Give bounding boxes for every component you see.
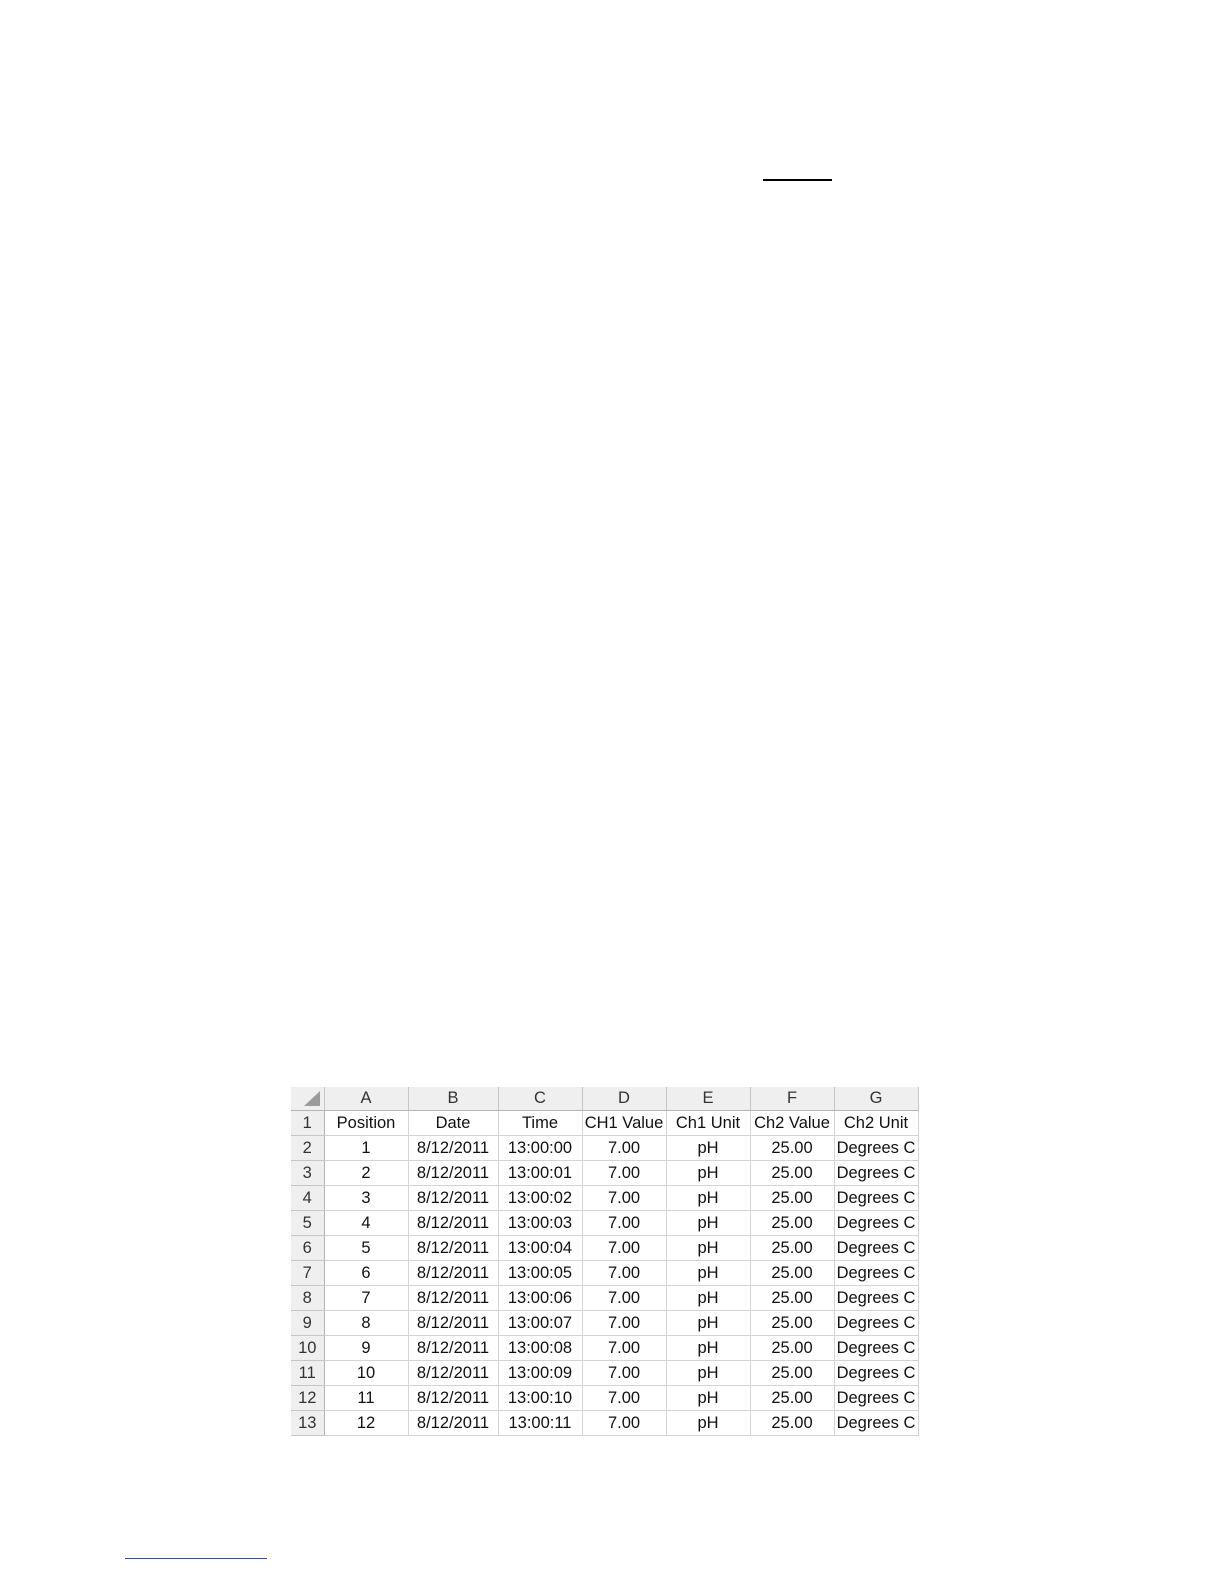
- row-number[interactable]: 13: [291, 1411, 324, 1436]
- cell-f2[interactable]: 25.00: [750, 1136, 834, 1161]
- cell-f10[interactable]: 25.00: [750, 1336, 834, 1361]
- cell-d10[interactable]: 7.00: [582, 1336, 666, 1361]
- cell-a3[interactable]: 2: [324, 1161, 408, 1186]
- row-number[interactable]: 3: [291, 1161, 324, 1186]
- spreadsheet-screenshot: [291, 1087, 919, 1436]
- cell-b6[interactable]: 8/12/2011: [408, 1236, 498, 1261]
- cell-b11[interactable]: 8/12/2011: [408, 1361, 498, 1386]
- cell-e6[interactable]: pH: [666, 1236, 750, 1261]
- cell-c10[interactable]: 13:00:08: [498, 1336, 582, 1361]
- table-row: [291, 1386, 918, 1411]
- row-number[interactable]: 12: [291, 1386, 324, 1411]
- table-row: [291, 1211, 918, 1236]
- column-header-g[interactable]: G: [834, 1087, 918, 1111]
- cell-a6[interactable]: 5: [324, 1236, 408, 1261]
- cell-d2[interactable]: 7.00: [582, 1136, 666, 1161]
- table-row: [291, 1336, 918, 1361]
- spreadsheet-grid: [291, 1087, 919, 1436]
- cell-e2[interactable]: pH: [666, 1136, 750, 1161]
- cell-f9[interactable]: 25.00: [750, 1311, 834, 1336]
- table-row: [291, 1286, 918, 1311]
- cell-e10[interactable]: pH: [666, 1336, 750, 1361]
- cell-a13[interactable]: 12: [324, 1411, 408, 1436]
- cell-f1[interactable]: Ch2 Value: [750, 1111, 834, 1136]
- cell-b12[interactable]: 8/12/2011: [408, 1386, 498, 1411]
- cell-b7[interactable]: 8/12/2011: [408, 1261, 498, 1286]
- cell-a8[interactable]: 7: [324, 1286, 408, 1311]
- cell-f8[interactable]: 25.00: [750, 1286, 834, 1311]
- header-data-row: [291, 1111, 918, 1136]
- cell-g11[interactable]: Degrees C: [834, 1361, 918, 1386]
- cell-e13[interactable]: pH: [666, 1411, 750, 1436]
- cell-b10[interactable]: 8/12/2011: [408, 1336, 498, 1361]
- row-number[interactable]: 7: [291, 1261, 324, 1286]
- cell-g2[interactable]: Degrees C: [834, 1136, 918, 1161]
- cell-g4[interactable]: Degrees C: [834, 1186, 918, 1211]
- row-number[interactable]: 1: [291, 1111, 324, 1136]
- cell-c4[interactable]: 13:00:02: [498, 1186, 582, 1211]
- cell-f13[interactable]: 25.00: [750, 1411, 834, 1436]
- cell-c2[interactable]: 13:00:00: [498, 1136, 582, 1161]
- row-number[interactable]: 5: [291, 1211, 324, 1236]
- cell-e3[interactable]: pH: [666, 1161, 750, 1186]
- cell-a5[interactable]: 4: [324, 1211, 408, 1236]
- footnote-separator: [125, 1558, 267, 1559]
- cell-a12[interactable]: 11: [324, 1386, 408, 1411]
- cell-e9[interactable]: pH: [666, 1311, 750, 1336]
- cell-g5[interactable]: Degrees C: [834, 1211, 918, 1236]
- cell-a1[interactable]: Position: [324, 1111, 408, 1136]
- select-all-triangle-icon: [304, 1091, 320, 1106]
- cell-d7[interactable]: 7.00: [582, 1261, 666, 1286]
- cell-c11[interactable]: 13:00:09: [498, 1361, 582, 1386]
- row-number[interactable]: 10: [291, 1336, 324, 1361]
- cell-c7[interactable]: 13:00:05: [498, 1261, 582, 1286]
- cell-b1[interactable]: Date: [408, 1111, 498, 1136]
- table-row: [291, 1261, 918, 1286]
- cell-c12[interactable]: 13:00:10: [498, 1386, 582, 1411]
- column-header-b[interactable]: B: [408, 1087, 498, 1111]
- cell-f7[interactable]: 25.00: [750, 1261, 834, 1286]
- cell-e12[interactable]: pH: [666, 1386, 750, 1411]
- cell-b4[interactable]: 8/12/2011: [408, 1186, 498, 1211]
- cell-b9[interactable]: 8/12/2011: [408, 1311, 498, 1336]
- cell-g8[interactable]: Degrees C: [834, 1286, 918, 1311]
- cell-b5[interactable]: 8/12/2011: [408, 1211, 498, 1236]
- cell-a2[interactable]: 1: [324, 1136, 408, 1161]
- cell-b2[interactable]: 8/12/2011: [408, 1136, 498, 1161]
- cell-g7[interactable]: Degrees C: [834, 1261, 918, 1286]
- cell-d12[interactable]: 7.00: [582, 1386, 666, 1411]
- table-row: [291, 1186, 918, 1211]
- column-header-f[interactable]: F: [750, 1087, 834, 1111]
- cell-a7[interactable]: 6: [324, 1261, 408, 1286]
- cell-g3[interactable]: Degrees C: [834, 1161, 918, 1186]
- cell-c5[interactable]: 13:00:03: [498, 1211, 582, 1236]
- cell-e11[interactable]: pH: [666, 1361, 750, 1386]
- cell-g9[interactable]: Degrees C: [834, 1311, 918, 1336]
- column-header-e[interactable]: E: [666, 1087, 750, 1111]
- cell-g1[interactable]: Ch2 Unit: [834, 1111, 918, 1136]
- cell-d8[interactable]: 7.00: [582, 1286, 666, 1311]
- cell-c8[interactable]: 13:00:06: [498, 1286, 582, 1311]
- table-row: [291, 1411, 918, 1436]
- cell-f6[interactable]: 25.00: [750, 1236, 834, 1261]
- cell-e4[interactable]: pH: [666, 1186, 750, 1211]
- cell-g12[interactable]: Degrees C: [834, 1386, 918, 1411]
- cell-g13[interactable]: Degrees C: [834, 1411, 918, 1436]
- cell-f3[interactable]: 25.00: [750, 1161, 834, 1186]
- cell-d5[interactable]: 7.00: [582, 1211, 666, 1236]
- cell-a11[interactable]: 10: [324, 1361, 408, 1386]
- row-number[interactable]: 6: [291, 1236, 324, 1261]
- column-header-d[interactable]: D: [582, 1087, 666, 1111]
- cell-f11[interactable]: 25.00: [750, 1361, 834, 1386]
- cell-e8[interactable]: pH: [666, 1286, 750, 1311]
- table-row: [291, 1136, 918, 1161]
- cell-d6[interactable]: 7.00: [582, 1236, 666, 1261]
- column-header-a[interactable]: A: [324, 1087, 408, 1111]
- row-number[interactable]: 8: [291, 1286, 324, 1311]
- table-row: [291, 1311, 918, 1336]
- cell-f12[interactable]: 25.00: [750, 1386, 834, 1411]
- heading-underline: [763, 179, 832, 181]
- cell-e1[interactable]: Ch1 Unit: [666, 1111, 750, 1136]
- cell-d4[interactable]: 7.00: [582, 1186, 666, 1211]
- cell-c3[interactable]: 13:00:01: [498, 1161, 582, 1186]
- cell-d9[interactable]: 7.00: [582, 1311, 666, 1336]
- cell-e7[interactable]: pH: [666, 1261, 750, 1286]
- column-header-row: [291, 1087, 918, 1111]
- cell-b13[interactable]: 8/12/2011: [408, 1411, 498, 1436]
- table-row: [291, 1361, 918, 1386]
- cell-a10[interactable]: 9: [324, 1336, 408, 1361]
- cell-a4[interactable]: 3: [324, 1186, 408, 1211]
- cell-d3[interactable]: 7.00: [582, 1161, 666, 1186]
- cell-g10[interactable]: Degrees C: [834, 1336, 918, 1361]
- cell-g6[interactable]: Degrees C: [834, 1236, 918, 1261]
- row-number[interactable]: 4: [291, 1186, 324, 1211]
- table-row: [291, 1236, 918, 1261]
- cell-f5[interactable]: 25.00: [750, 1211, 834, 1236]
- cell-b8[interactable]: 8/12/2011: [408, 1286, 498, 1311]
- grid-body: [291, 1111, 918, 1436]
- column-header-c[interactable]: C: [498, 1087, 582, 1111]
- cell-e5[interactable]: pH: [666, 1211, 750, 1236]
- row-number[interactable]: 11: [291, 1361, 324, 1386]
- table-row: [291, 1161, 918, 1186]
- select-all-corner[interactable]: [291, 1087, 324, 1111]
- row-number[interactable]: 2: [291, 1136, 324, 1161]
- cell-a9[interactable]: 8: [324, 1311, 408, 1336]
- cell-c1[interactable]: Time: [498, 1111, 582, 1136]
- cell-d13[interactable]: 7.00: [582, 1411, 666, 1436]
- cell-c6[interactable]: 13:00:04: [498, 1236, 582, 1261]
- cell-b3[interactable]: 8/12/2011: [408, 1161, 498, 1186]
- cell-f4[interactable]: 25.00: [750, 1186, 834, 1211]
- row-number[interactable]: 9: [291, 1311, 324, 1336]
- cell-d1[interactable]: CH1 Value: [582, 1111, 666, 1136]
- cell-d11[interactable]: 7.00: [582, 1361, 666, 1386]
- cell-c9[interactable]: 13:00:07: [498, 1311, 582, 1336]
- cell-c13[interactable]: 13:00:11: [498, 1411, 582, 1436]
